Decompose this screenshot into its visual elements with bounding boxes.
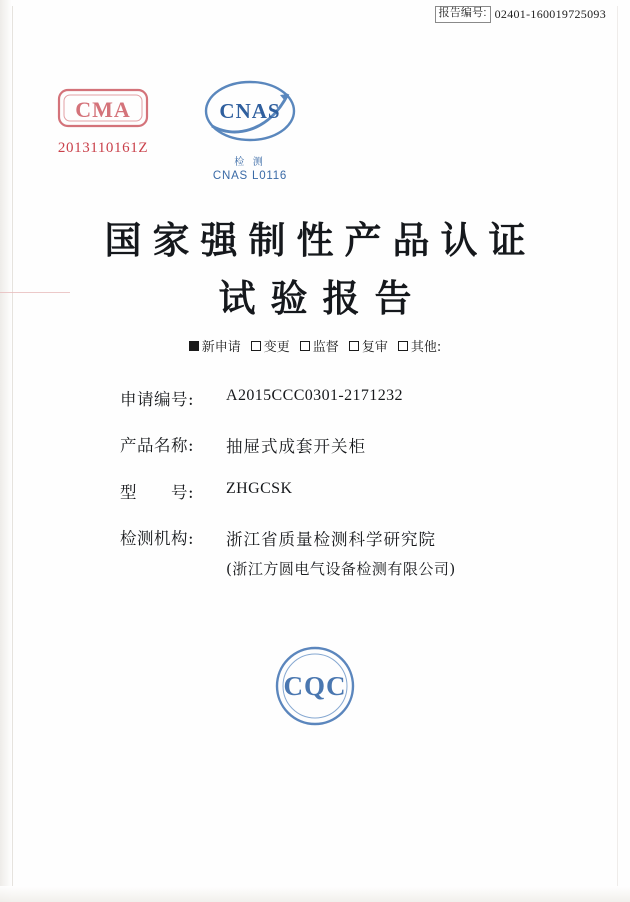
cqc-seal	[0, 638, 630, 734]
option-review[interactable]	[349, 336, 388, 355]
field-testing-organization-secondary: (浙江方圆电气设备检测有限公司)	[226, 560, 456, 578]
cnas-logo-icon	[198, 78, 302, 152]
application-type-options	[0, 336, 630, 355]
field-application-number	[0, 386, 630, 410]
field-label: 申请编号:	[120, 390, 195, 409]
option-change[interactable]	[251, 336, 290, 355]
page-title: 国家强制性产品认证	[104, 218, 537, 262]
accreditation-marks	[0, 78, 630, 188]
svg-text:CMA: CMA	[75, 97, 131, 122]
field-label: 产品名称:	[120, 436, 195, 455]
field-value: ZHGCSK	[226, 480, 293, 497]
report-number-value: 02401-160019725093	[494, 6, 606, 21]
option-label: 监督	[312, 340, 339, 355]
field-value: A2015CCC0301-2171232	[226, 387, 403, 404]
field-product-name	[0, 432, 630, 457]
cnas-mark	[180, 78, 320, 182]
cnas-code: CNAS L0116	[212, 170, 288, 182]
field-label: 型 号:	[120, 483, 195, 502]
report-number	[435, 6, 606, 23]
cnas-subtitle: 检 测	[234, 157, 266, 168]
cqc-seal-icon	[267, 638, 363, 734]
page-subtitle: 试验报告	[218, 276, 427, 320]
field-label: 检测机构:	[120, 529, 195, 548]
option-new-application[interactable]	[189, 336, 241, 355]
field-value: 抽屉式成套开关柜	[226, 437, 366, 456]
svg-text:CQC: CQC	[283, 671, 347, 701]
cma-logo-icon	[57, 86, 149, 130]
option-supervision[interactable]	[300, 336, 339, 355]
scan-edge-bottom	[0, 886, 630, 902]
option-label: 其他:	[410, 340, 442, 355]
checkbox-icon[interactable]	[189, 341, 199, 351]
cma-certificate-number: 2013110161Z	[57, 140, 149, 156]
report-number-label: 报告编号:	[435, 6, 491, 23]
svg-text:CNAS: CNAS	[219, 99, 281, 123]
option-label: 新申请	[201, 340, 241, 355]
checkbox-icon[interactable]	[300, 341, 310, 351]
option-label: 变更	[263, 340, 290, 355]
option-label: 复审	[361, 340, 388, 355]
option-other[interactable]	[398, 336, 441, 355]
checkbox-icon[interactable]	[398, 341, 408, 351]
checkbox-icon[interactable]	[349, 341, 359, 351]
field-value: 浙江省质量检测科学研究院	[226, 530, 436, 549]
field-testing-organization	[0, 525, 630, 550]
field-model	[0, 479, 630, 503]
cma-mark	[38, 86, 168, 157]
report-fields	[0, 386, 630, 599]
checkbox-icon[interactable]	[251, 341, 261, 351]
